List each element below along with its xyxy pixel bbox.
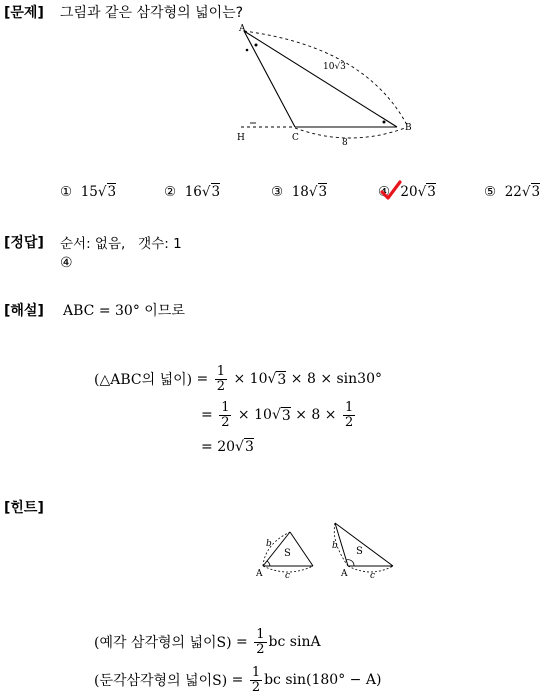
- choice-2-radicand: 3: [211, 184, 221, 200]
- hint-fraction-1: $\frac{1}{2}$: [256, 626, 265, 657]
- choice-2[interactable]: ② 16√3: [164, 184, 221, 200]
- choice-3-coef: 18: [291, 184, 309, 200]
- choice-5-radicand: 3: [531, 184, 541, 200]
- label-side-bc: 8: [342, 138, 348, 148]
- answer-value: ④: [60, 255, 73, 271]
- obtuse-triangle: [334, 523, 393, 572]
- choice-4[interactable]: ④ 20√3: [378, 184, 436, 200]
- hint-label-c1: c: [285, 571, 291, 581]
- hint-figure: [253, 520, 403, 582]
- choice-2-coef: 16: [184, 184, 202, 200]
- arc-cb: [295, 128, 405, 138]
- hint-tag: [힌트]: [4, 500, 44, 516]
- answer-tag: [정답]: [4, 235, 44, 251]
- hint-formula-obtuse: (둔각삼각형의 넓이S) = $\frac{1}{2}$ bc sin(180° − A): [94, 664, 382, 695]
- choice-3[interactable]: ③ 18√3: [271, 184, 328, 200]
- label-c: C: [292, 133, 299, 143]
- equation-line-1: (△ABC의 넓이) = $\frac{1}{2}$ × 10 √ 3 × 8 × sin30°: [94, 363, 382, 394]
- choice-3-number: ③: [271, 184, 284, 200]
- choice-1[interactable]: ① 15√3: [60, 184, 117, 200]
- choice-4-coef: 20: [400, 184, 418, 200]
- choice-2-number: ②: [164, 184, 177, 200]
- label-side-ab: 10√3: [323, 62, 346, 72]
- explanation-premise: ABC = 30° 이므로: [63, 303, 185, 319]
- choice-4-radicand: 3: [427, 184, 436, 200]
- angle-dot-a: [255, 44, 258, 47]
- hint-obtuse-rhs: bc sin(180° − A): [264, 672, 382, 688]
- hint-label-b1: b: [266, 539, 272, 549]
- choice-5[interactable]: ⑤ 22√3: [484, 184, 541, 200]
- hint-label-a1: A: [256, 569, 263, 579]
- choice-1-radicand: 3: [107, 184, 117, 200]
- fraction-half-3: $\frac{1}{2}$: [344, 399, 354, 430]
- hint-acute-rhs: bc sinA: [268, 634, 321, 650]
- choice-4-number: ④: [378, 184, 391, 200]
- hint-acute-lhs: (예각 삼각형의 넓이S): [94, 635, 232, 651]
- side-ab: [244, 31, 397, 127]
- label-h: H: [237, 133, 245, 143]
- label-a: A: [239, 24, 246, 34]
- hint-label-s2: S: [356, 546, 363, 557]
- checkmark-icon: [380, 180, 402, 202]
- label-b: B: [405, 123, 412, 133]
- hint-formula-acute: (예각 삼각형의 넓이S) = $\frac{1}{2}$ bc sinA: [94, 626, 321, 657]
- triangle-figure: [225, 22, 425, 150]
- hint-label-a2: A: [341, 569, 348, 579]
- problem-question: 그림과 같은 삼각형의 넓이는?: [60, 5, 244, 21]
- choice-3-radicand: 3: [318, 184, 328, 200]
- angle-dot-a2: [246, 49, 249, 52]
- fraction-half-2: $\frac{1}{2}$: [221, 399, 230, 430]
- hint-fraction-2: $\frac{1}{2}$: [251, 664, 261, 695]
- choice-5-number: ⑤: [484, 184, 497, 200]
- choice-5-coef: 22: [504, 184, 522, 200]
- equation-line-3: = 20√3: [201, 439, 254, 455]
- answer-meta: 순서: 없음, 갯수: 1: [60, 236, 182, 252]
- choice-1-number: ①: [60, 184, 73, 200]
- equation-lhs: (△ABC의 넓이): [94, 372, 193, 388]
- hint-obtuse-lhs: (둔각삼각형의 넓이S): [94, 673, 228, 689]
- explanation-tag: [해설]: [4, 303, 44, 319]
- hint-label-c2: c: [370, 571, 376, 581]
- equation-line-2: = $\frac{1}{2}$ × 10 √ 3 × 8 × $\frac{1}{2}$: [201, 399, 354, 430]
- hint-label-s1: S: [284, 548, 291, 559]
- hint-label-b2: b: [332, 541, 338, 551]
- problem-tag: [문제]: [4, 5, 44, 21]
- choice-1-coef: 15: [80, 184, 98, 200]
- side-ac: [244, 31, 295, 127]
- fraction-half-1: $\frac{1}{2}$: [216, 363, 226, 394]
- angle-dot-b: [383, 121, 386, 124]
